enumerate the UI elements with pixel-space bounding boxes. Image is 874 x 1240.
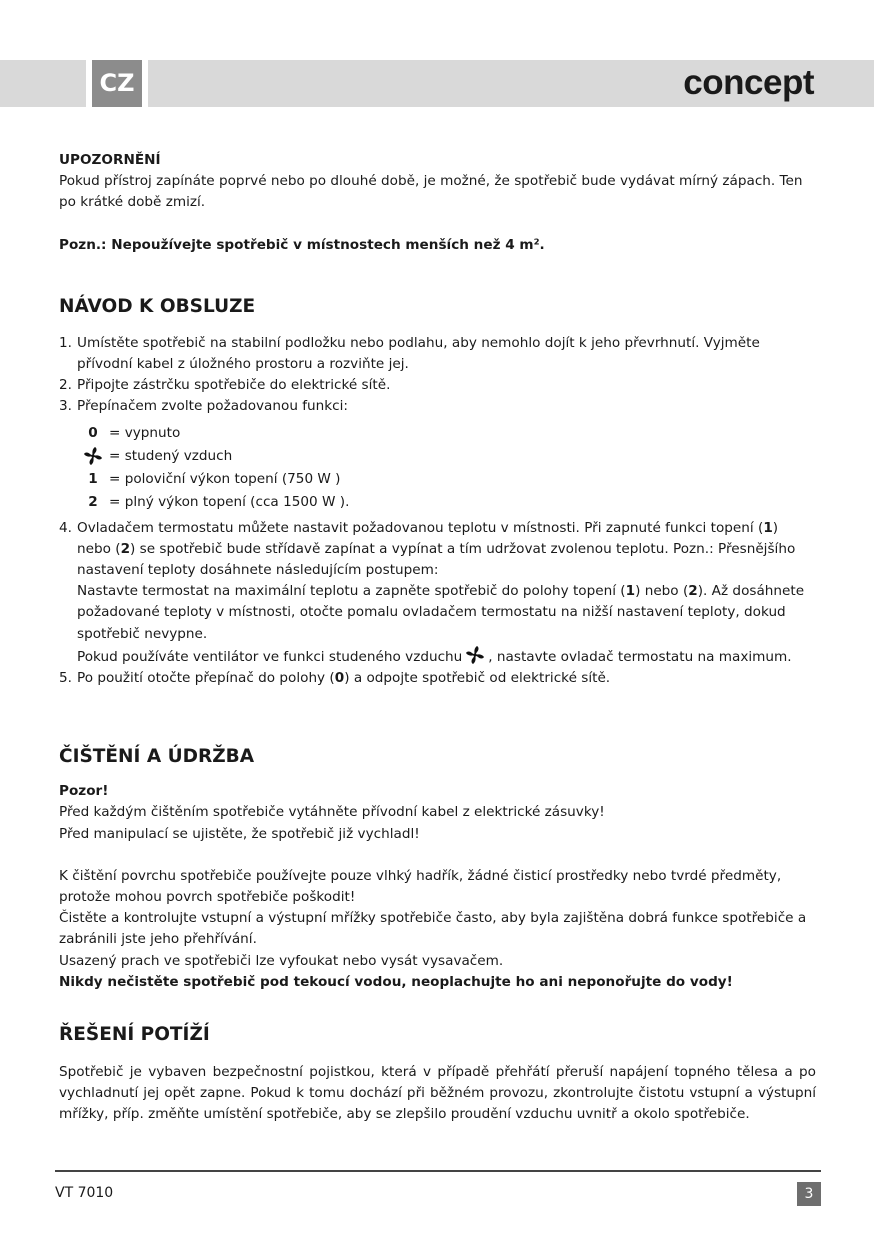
- header-bar-left: [0, 60, 86, 107]
- cleaning-caution: Pozor!: [59, 783, 109, 800]
- step-text: Přepínačem zvolte požadovanou funkci:: [77, 398, 348, 415]
- cleaning-paragraph: K čištění povrchu spotřebiče používejte pouze vlhký hadřík, žádné čisticí prostředky nebo tvrdé předměty, protože mohou povrch spotřebiče poškodit!: [59, 867, 782, 906]
- operation-steps-continued: [59, 518, 816, 690]
- function-symbol: [77, 446, 109, 466]
- operation-steps: [59, 333, 816, 418]
- operation-title: NÁVOD K OBSLUZE: [59, 295, 256, 317]
- warning-text: Pokud přístroj zapínáte poprvé nebo po dlouhé době, je možné, že spotřebič bude vydávat mírný zápach. Ten po krátké době zmizí.: [59, 173, 803, 211]
- function-row: [77, 491, 816, 514]
- step-number: 5.: [59, 670, 72, 687]
- cleaning-paragraph: Čistěte a kontrolujte vstupní a výstupní mřížky spotřebiče často, aby byla zajištěna dobrá funkce spotřebiče a zabránili jste jeho přehřívání.: [59, 910, 807, 948]
- step-text: Po použití otočte přepínač do polohy (0) a odpojte spotřebič od elektrické sítě.: [77, 670, 611, 687]
- function-symbol: 2: [88, 493, 98, 510]
- step-number: 2.: [59, 377, 72, 394]
- troubleshooting-text: Spotřebič je vybaven bezpečnostní pojistkou, která v případě přehřátí přeruší napájení topného tělesa a po vychladnutí jej opět zapne. Pokud k tomu dochází při běžném provozu, zkontrolujte čistotu vstupní a výstupní mřížky, příp. změňte umístění spotřebiče, aby se zlepšilo proudění vzduchu uvnitř a okolo spotřebiče.: [59, 1064, 816, 1123]
- list-item: [59, 396, 816, 417]
- function-text: = plný výkon topení (cca 1500 W ).: [109, 493, 350, 510]
- warning-title: UPOZORNĚNÍ: [59, 152, 161, 168]
- language-badge: CZ: [92, 60, 142, 107]
- troubleshooting-title: ŘEŠENÍ POTÍŽÍ: [59, 1024, 210, 1046]
- function-table: [77, 422, 816, 514]
- step-text: Umístěte spotřebič na stabilní podložku nebo podlahu, aby nemohlo dojít k jeho převrhnutí. Vyjměte přívodní kabel z úložného prostoru a rozviňte jej.: [77, 334, 760, 373]
- footer-divider: [55, 1170, 821, 1172]
- function-text: = poloviční výkon topení (750 W ): [109, 470, 341, 487]
- list-item: [59, 333, 816, 375]
- function-row: [77, 422, 816, 445]
- step-text: Připojte zástrčku spotřebiče do elektrické sítě.: [77, 377, 391, 394]
- brand-logo: concept: [683, 63, 814, 102]
- step-number: 4.: [59, 519, 72, 536]
- function-symbol: 0: [88, 424, 98, 441]
- function-row: [77, 468, 816, 491]
- fan-icon: [465, 645, 485, 665]
- page-number: 3: [797, 1182, 821, 1206]
- list-item: [59, 668, 816, 689]
- step-text: Pokud používáte ventilátor ve funkci studeného vzduchu , nastavte ovladač termostatu na maximum.: [77, 645, 816, 668]
- function-text: = vypnuto: [109, 424, 181, 441]
- footer-model: VT 7010: [55, 1185, 114, 1201]
- function-symbol: 1: [88, 470, 98, 487]
- cleaning-line: Před každým čištěním spotřebiče vytáhněte přívodní kabel z elektrické zásuvky!: [59, 804, 605, 821]
- fan-icon: [83, 446, 103, 466]
- cleaning-paragraph: Usazený prach ve spotřebiči lze vyfoukat nebo vysát vysavačem.: [59, 952, 504, 969]
- cleaning-warning: Nikdy nečistěte spotřebič pod tekoucí vodou, neoplachujte ho ani neponořujte do vody!: [59, 973, 733, 990]
- warning-note: Pozn.: Nepoužívejte spotřebič v místnostech menších než 4 m².: [59, 236, 545, 253]
- list-item: [59, 375, 816, 396]
- step-number: 3.: [59, 398, 72, 415]
- function-row: [77, 445, 816, 468]
- step-number: 1.: [59, 334, 72, 351]
- page-content: [59, 150, 816, 1126]
- cleaning-line: Před manipulací se ujistěte, že spotřebič již vychladl!: [59, 825, 420, 842]
- step-text: Nastavte termostat na maximální teplotu a zapněte spotřebič do polohy topení (1) nebo (2). Až dosáhnete požadované teploty v místnosti, otočte pomalu ovladačem termostatu na nižší nastavení teploty, dokud spotřebič nevypne.: [77, 583, 805, 642]
- list-item: [59, 518, 816, 668]
- cleaning-title: ČIŠTĚNÍ A ÚDRŽBA: [59, 746, 255, 768]
- step-text: Ovladačem termostatu můžete nastavit požadovanou teplotu v místnosti. Při zapnuté funkci topení (1) nebo (2) se spotřebič bude střídavě zapínat a vypínat a tím udržovat zvolenou teplotu. Pozn.: Přesnějšího nastavení teploty dosáhnete následujícím postupem:: [77, 519, 796, 579]
- function-text: = studený vzduch: [109, 447, 233, 464]
